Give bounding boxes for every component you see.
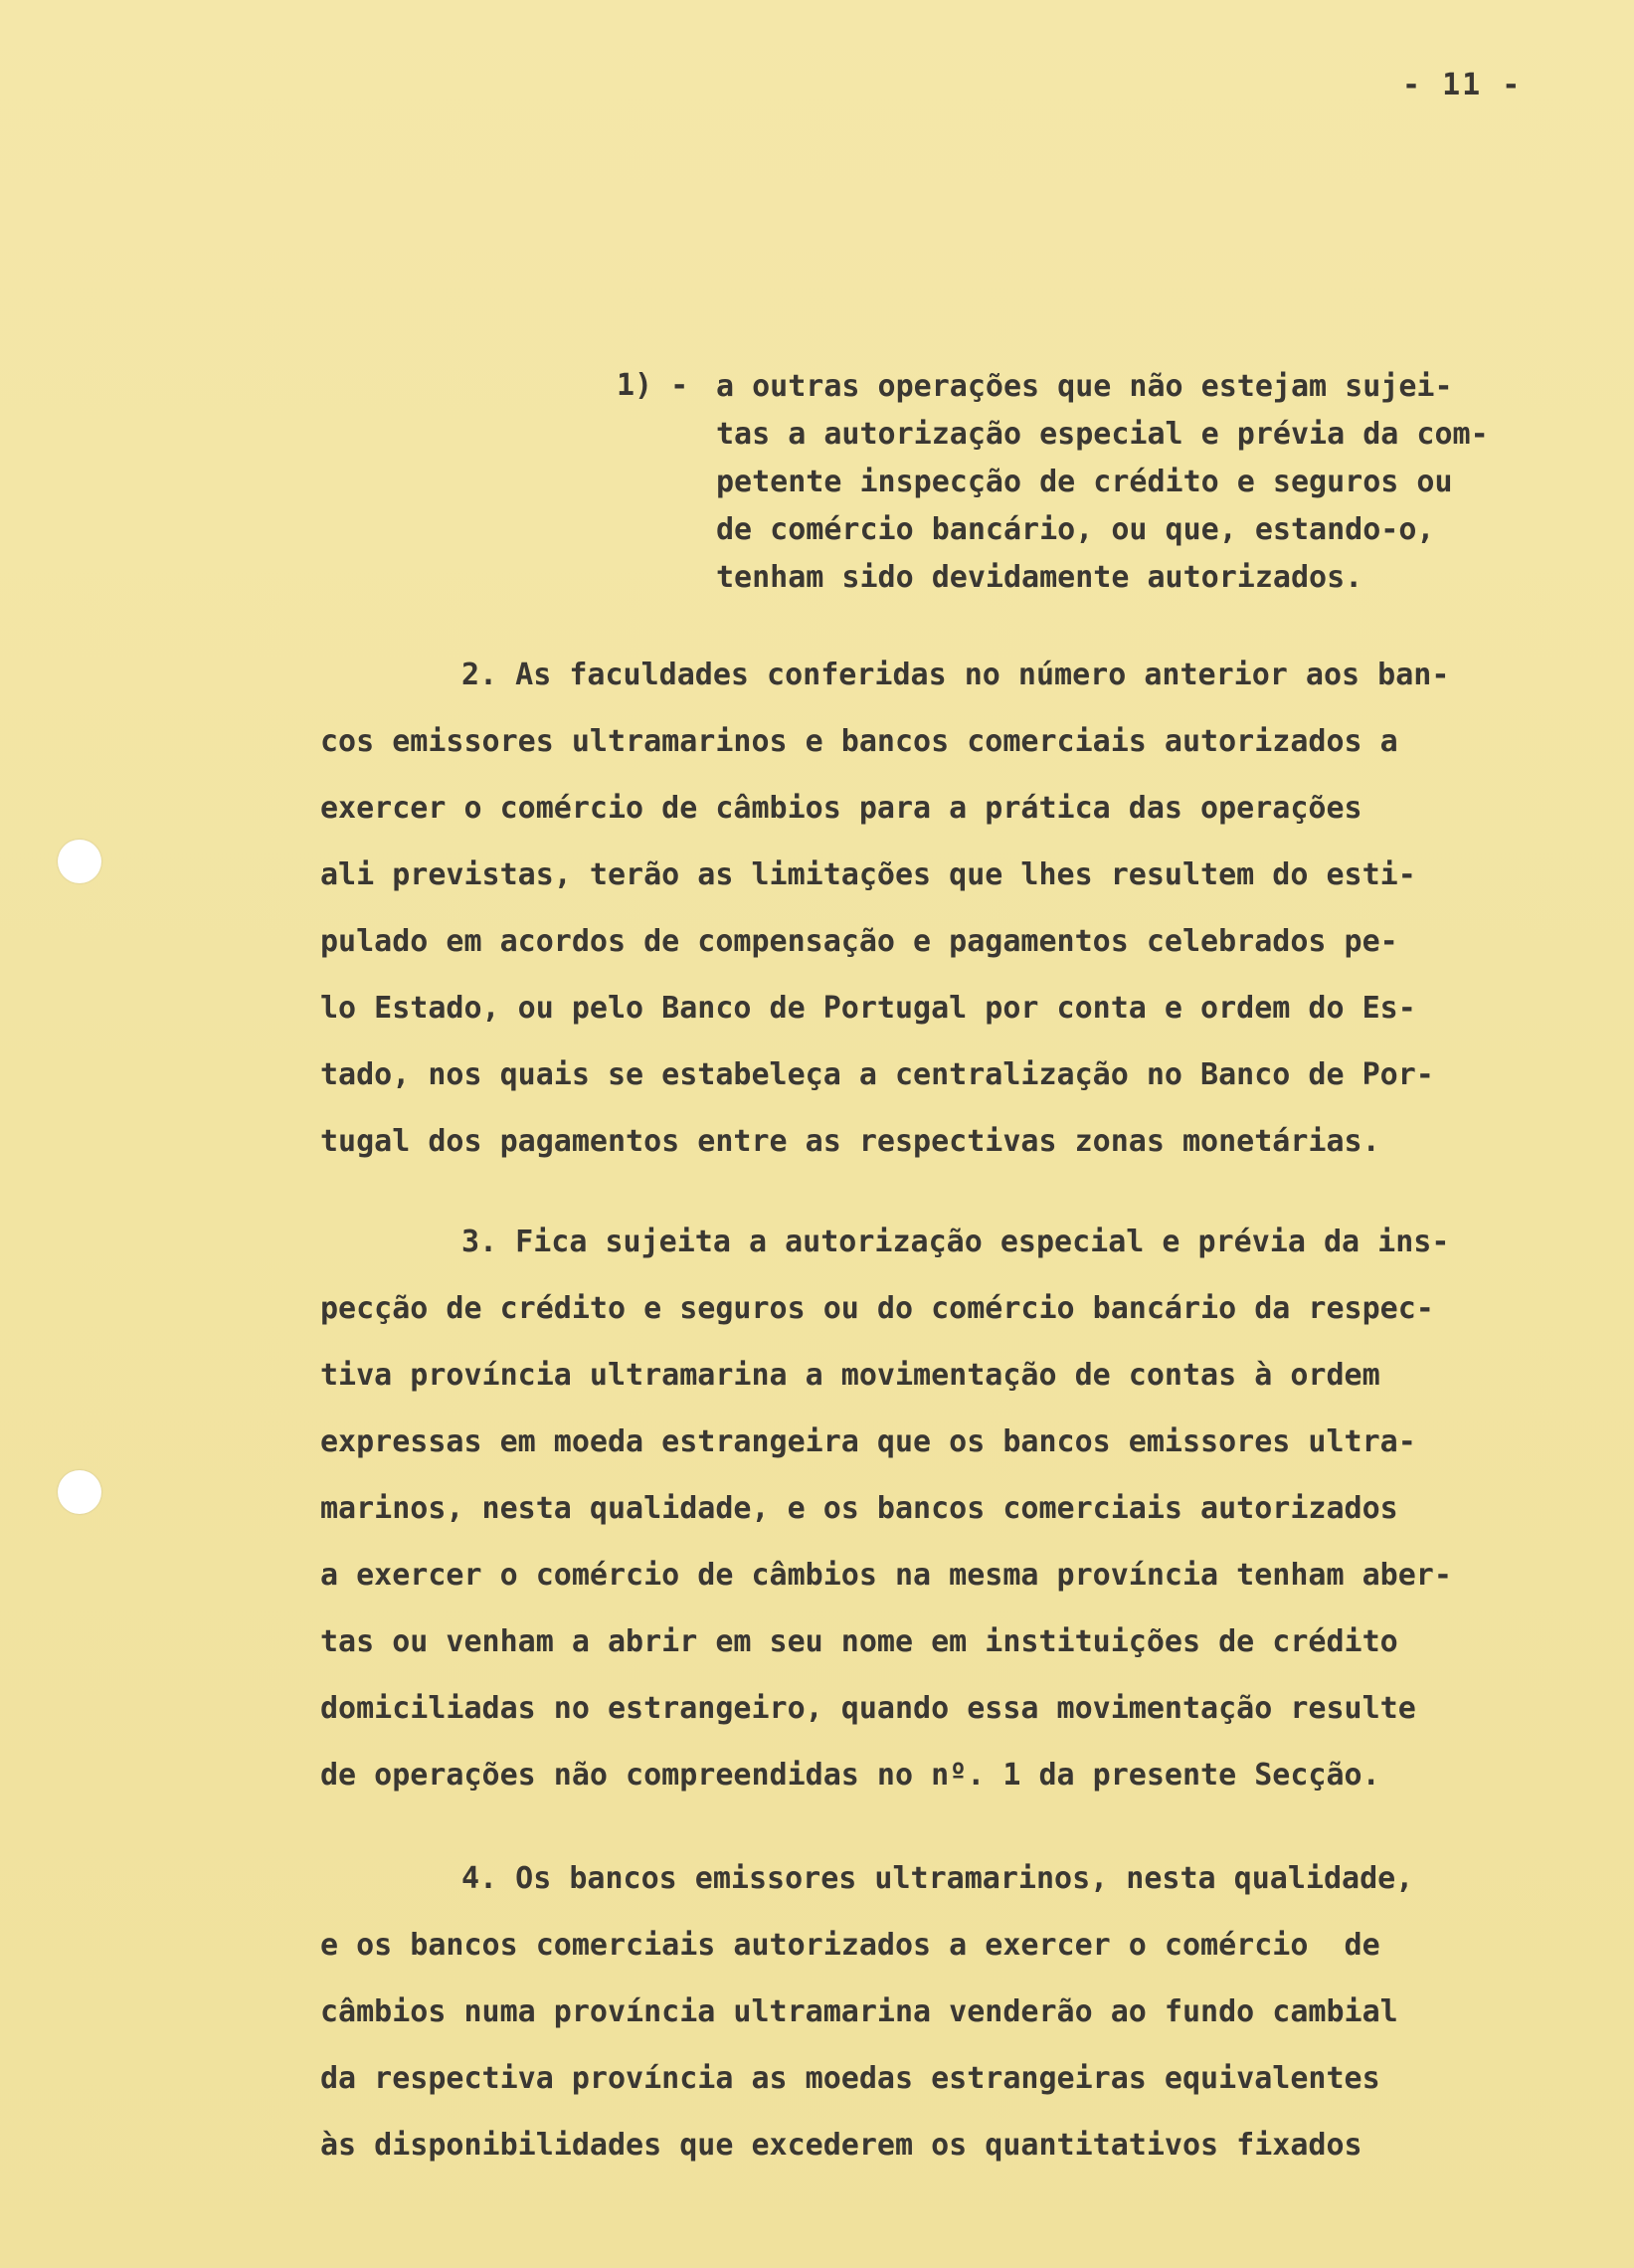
text-line: da respectiva província as moedas estrangeiras equivalentes	[320, 2061, 1380, 2096]
paragraph-4	[320, 1845, 1413, 2178]
text-line: às disponibilidades que excederem os quantitativos fixados	[320, 2128, 1362, 2163]
text-line: lo Estado, ou pelo Banco de Portugal por conta e ordem do Es-	[320, 991, 1416, 1026]
punch-hole	[58, 840, 101, 883]
text-line: tas a autorização especial e prévia da com-	[716, 417, 1489, 452]
text-line: 3. Fica sujeita a autorização especial e prévia da ins-	[461, 1225, 1450, 1259]
text-line: pulado em acordos de compensação e pagamentos celebrados pe-	[320, 924, 1398, 959]
text-line: tas ou venham a abrir em seu nome em instituições de crédito	[320, 1624, 1398, 1659]
text-line: tenham sido devidamente autorizados.	[716, 560, 1363, 595]
item-1-text	[716, 363, 1489, 602]
paragraph-2	[320, 642, 1449, 1175]
text-line: de operações não compreendidas no nº. 1 da presente Secção.	[320, 1758, 1380, 1793]
text-line: a outras operações que não estejam sujei-	[716, 369, 1453, 404]
text-line: tiva província ultramarina a movimentação de contas à ordem	[320, 1358, 1380, 1393]
text-line: pecção de crédito e seguros ou do comércio bancário da respec-	[320, 1291, 1434, 1326]
text-line: petente inspecção de crédito e seguros ou	[716, 465, 1453, 499]
text-line: expressas em moeda estrangeira que os bancos emissores ultra-	[320, 1424, 1416, 1459]
text-line: marinos, nesta qualidade, e os bancos comerciais autorizados	[320, 1491, 1398, 1526]
text-line: cos emissores ultramarinos e bancos comerciais autorizados a	[320, 724, 1398, 759]
text-line: a exercer o comércio de câmbios na mesma província tenham aber-	[320, 1558, 1452, 1593]
text-line: de comércio bancário, ou que, estando-o,	[716, 512, 1435, 547]
text-line: câmbios numa província ultramarina venderão ao fundo cambial	[320, 1994, 1398, 2029]
punch-hole	[58, 1470, 101, 1514]
paragraph-3	[320, 1209, 1452, 1808]
text-line: 2. As faculdades conferidas no número anterior aos ban-	[461, 658, 1450, 692]
text-line: ali previstas, terão as limitações que lhes resultem do esti-	[320, 857, 1416, 892]
text-line: domiciliadas no estrangeiro, quando essa movimentação resulte	[320, 1691, 1416, 1726]
text-line: 4. Os bancos emissores ultramarinos, nesta qualidade,	[461, 1861, 1414, 1896]
text-line: e os bancos comerciais autorizados a exercer o comércio de	[320, 1928, 1380, 1963]
page-number: - 11 -	[1402, 68, 1523, 102]
text-line: tugal dos pagamentos entre as respectivas zonas monetárias.	[320, 1124, 1380, 1159]
item-1-label: 1) -	[617, 368, 689, 403]
text-line: tado, nos quais se estabeleça a centralização no Banco de Por-	[320, 1057, 1434, 1092]
text-line: exercer o comércio de câmbios para a prática das operações	[320, 791, 1362, 826]
